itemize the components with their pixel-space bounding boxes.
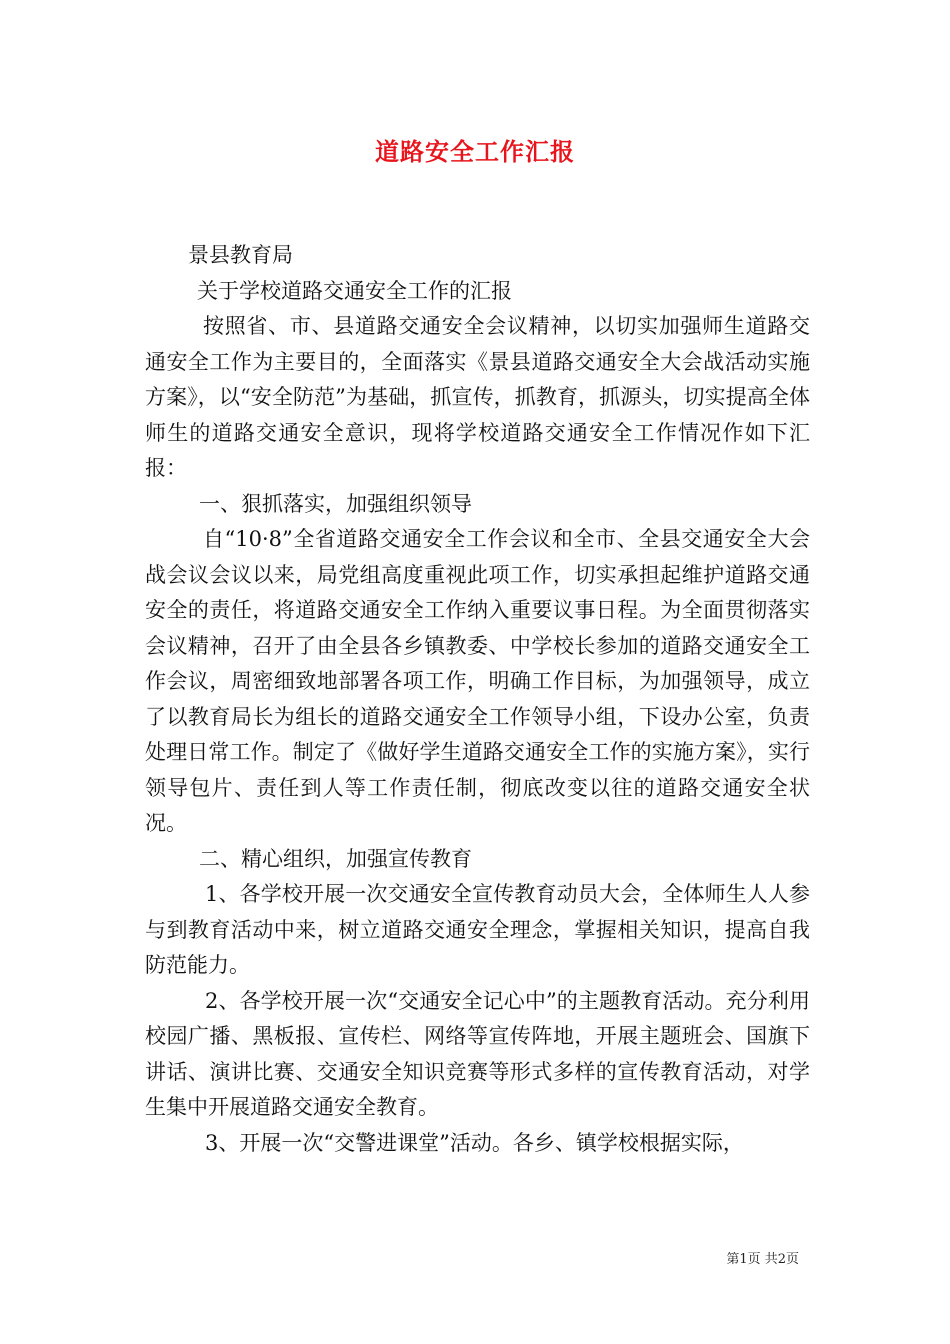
item-2-paragraph: 2、各学校开展一次“交通安全记心中”的主题教育活动。充分利用校园广播、黑板报、宣传栏、网络等宣传阵地，开展主题班会、国旗下讲话、演讲比赛、交通安全知识竞赛等形式多样的宣传教育活动，对学生集中开展道路交通安全教育。 bbox=[145, 988, 810, 1119]
page-title: 道路安全工作汇报 bbox=[375, 137, 575, 166]
item-3-paragraph: 3、开展一次“交警进课堂”活动。各乡、镇学校根据实际， bbox=[205, 1130, 744, 1155]
document-body bbox=[145, 238, 810, 1161]
subject-line: 关于学校道路交通安全工作的汇报 bbox=[197, 278, 512, 303]
item-1-paragraph: 1、各学校开展一次交通安全宣传教育动员大会，全体师生人人参与到教育活动中来，树立道路交通安全理念，掌握相关知识，提高自我防范能力。 bbox=[145, 882, 810, 977]
organization-line: 景县教育局 bbox=[188, 243, 293, 267]
section-heading-2: 二、精心组织，加强宣传教育 bbox=[199, 846, 472, 871]
section-heading-1: 一、狠抓落实，加强组织领导 bbox=[199, 491, 472, 516]
section-1-paragraph: 自“10·8”全省道路交通安全工作会议和全市、全县交通安全大会战会议会议以来，局党组高度重视此项工作，切实承担起维护道路交通安全的责任，将道路交通安全工作纳入重要议事日程。为全面贯彻落实会议精神，召开了由全县各乡镇教委、中学校长参加的道路交通安全工作会议，周密细致地部署各项工作，明确工作目标，为加强领导，成立了以教育局长为组长的道路交通安全工作领导小组，下设办公室，负责处理日常工作。制定了《做好学生道路交通安全工作的实施方案》，实行领导包片、责任到人等工作责任制，彻底改变以往的道路交通安全状况。 bbox=[145, 527, 810, 835]
page-indicator: 第1页 共2页 bbox=[726, 1252, 799, 1267]
intro-paragraph: 按照省、市、县道路交通安全会议精神，以切实加强师生道路交通安全工作为主要目的，全面落实《景县道路交通安全大会战活动实施方案》，以“安全防范”为基础，抓宣传，抓教育，抓源头，切实提高全体师生的道路交通安全意识，现将学校道路交通安全工作情况作如下汇报： bbox=[145, 314, 810, 480]
